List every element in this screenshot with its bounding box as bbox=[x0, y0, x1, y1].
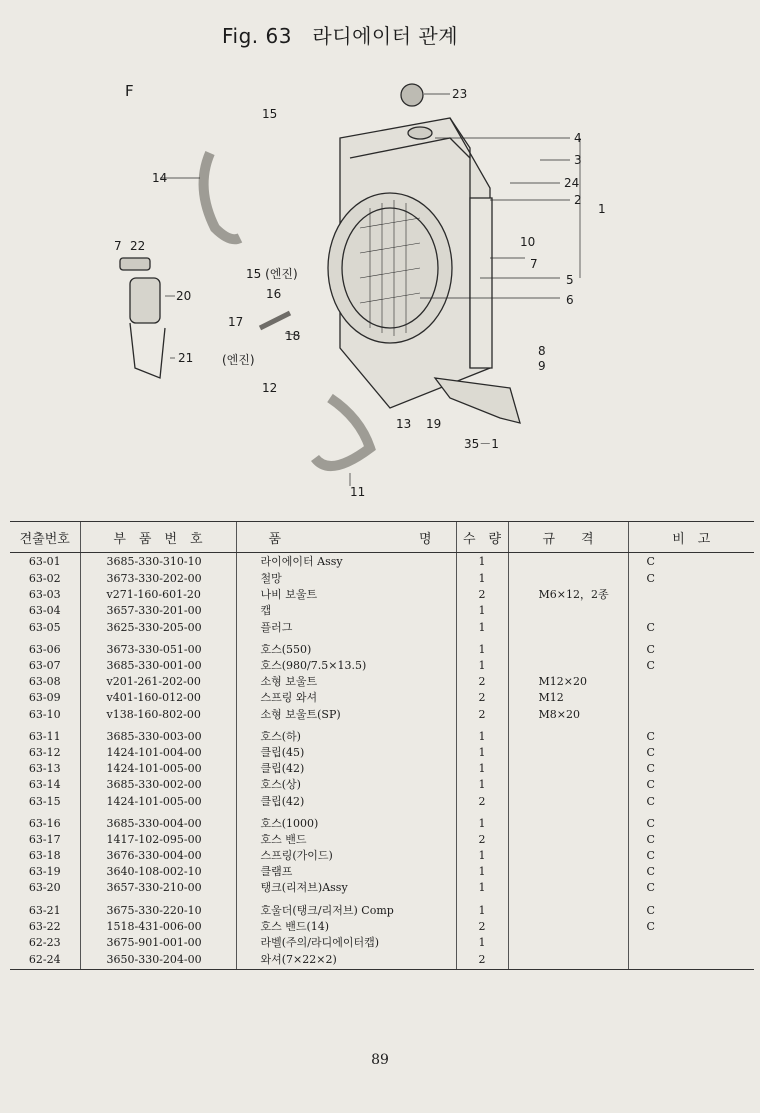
table-row: 63-06 3673-330-051-00 호스(550) 1 C bbox=[10, 636, 754, 658]
callout-15-top: 15 bbox=[262, 107, 278, 121]
parts-table bbox=[10, 521, 754, 970]
callout-f: F bbox=[125, 82, 134, 100]
table-row: 63-15 1424-101-005-00 클립(42) 2 C bbox=[10, 793, 754, 809]
table-row: 63-09 v401-160-012-00 스프링 와셔 2 M12 bbox=[10, 690, 754, 706]
table-row: 63-16 3685-330-004-00 호스(1000) 1 C bbox=[10, 810, 754, 832]
callout-engine: (엔진) bbox=[222, 353, 255, 367]
table-row: 63-05 3625-330-205-00 플러그 1 C bbox=[10, 620, 754, 636]
callout-6: 6 bbox=[566, 293, 574, 307]
table-row: 63-01 3685-330-310-10 라이에이터 Assy 1 C bbox=[10, 553, 754, 572]
callout-12: 12 bbox=[262, 381, 278, 395]
callout-2: 2 bbox=[574, 193, 582, 207]
table-row: 63-08 v201-261-202-00 소형 보울트 2 M12×20 bbox=[10, 674, 754, 690]
table-row: 63-02 3673-330-202-00 철망 1 C bbox=[10, 571, 754, 587]
table-row: 62-23 3675-901-001-00 라벨(주의/라디에이터캡) 1 bbox=[10, 935, 754, 951]
callout-4: 4 bbox=[574, 131, 582, 145]
callout-19: 19 bbox=[426, 417, 442, 431]
callout-18: 18 bbox=[285, 329, 301, 343]
callout-23: 23 bbox=[452, 87, 468, 101]
callout-10: 10 bbox=[520, 235, 536, 249]
table-header-row bbox=[10, 522, 754, 553]
callout-7-left: 7 bbox=[114, 239, 122, 253]
callout-35-1: 35－1 bbox=[464, 437, 499, 451]
callout-15-engine: 15 (엔진) bbox=[246, 267, 298, 281]
callout-3: 3 bbox=[574, 153, 582, 167]
table-row: 63-11 3685-330-003-00 호스(하) 1 C bbox=[10, 723, 754, 745]
callout-11: 11 bbox=[350, 485, 366, 499]
table-row: 63-13 1424-101-005-00 클립(42) 1 C bbox=[10, 761, 754, 777]
header-ref: 견출번호 bbox=[10, 522, 80, 553]
table-row: 62-24 3650-330-204-00 와셔(7×22×2) 2 bbox=[10, 951, 754, 970]
table-row: 63-07 3685-330-001-00 호스(980/7.5×13.5) 1 C bbox=[10, 658, 754, 674]
callout-8: 8 bbox=[538, 344, 546, 358]
table-row: 63-12 1424-101-004-00 클립(45) 1 C bbox=[10, 745, 754, 761]
table-row: 63-14 3685-330-002-00 호스(상) 1 C bbox=[10, 777, 754, 793]
page-number: 89 bbox=[371, 1052, 389, 1068]
callout-16: 16 bbox=[266, 287, 282, 301]
header-qty: 수 량 bbox=[456, 522, 508, 553]
header-name-right: 명 bbox=[418, 531, 432, 547]
figure-title: Fig. 63 라디에이터 관계 bbox=[221, 24, 459, 48]
callout-21: 21 bbox=[178, 351, 194, 365]
table-row: 63-19 3640-108-002-10 클램프 1 C bbox=[10, 864, 754, 880]
table-row: 63-04 3657-330-201-00 캡 1 bbox=[10, 603, 754, 619]
table-row: 63-10 v138-160-802-00 소형 보울트(SP) 2 M8×20 bbox=[10, 707, 754, 723]
table-row: 63-18 3676-330-004-00 스프링(가이드) 1 C bbox=[10, 848, 754, 864]
callout-22: 22 bbox=[130, 239, 146, 253]
callout-20: 20 bbox=[176, 289, 192, 303]
diagram-svg bbox=[90, 78, 650, 508]
callout-17: 17 bbox=[228, 315, 244, 329]
table-row: 63-17 1417-102-095-00 호스 밴드 2 C bbox=[10, 832, 754, 848]
header-part-no: 부 품 번 호 bbox=[80, 522, 236, 553]
radiator-exploded-diagram bbox=[90, 78, 650, 508]
table-row: 63-22 1518-431-006-00 호스 밴드(14) 2 C bbox=[10, 919, 754, 935]
callout-5: 5 bbox=[566, 273, 574, 287]
table-row: 63-03 v271-160-601-20 나비 보울트 2 M6×12，2종 bbox=[10, 587, 754, 603]
callout-13: 13 bbox=[396, 417, 412, 431]
callout-24: 24 bbox=[564, 176, 580, 190]
callout-14: 14 bbox=[152, 171, 168, 185]
table-row: 63-21 3675-330-220-10 호울더(탱크/리저브) Comp 1 C bbox=[10, 897, 754, 919]
callout-9: 9 bbox=[538, 359, 546, 373]
callout-1: 1 bbox=[598, 202, 606, 216]
header-name-left: 품 bbox=[268, 531, 282, 547]
header-note: 비 고 bbox=[628, 522, 754, 553]
callout-7-right: 7 bbox=[530, 257, 538, 271]
header-spec: 규 격 bbox=[508, 522, 628, 553]
header-name bbox=[236, 522, 456, 553]
table-row: 63-20 3657-330-210-00 탱크(리져브)Assy 1 C bbox=[10, 880, 754, 896]
